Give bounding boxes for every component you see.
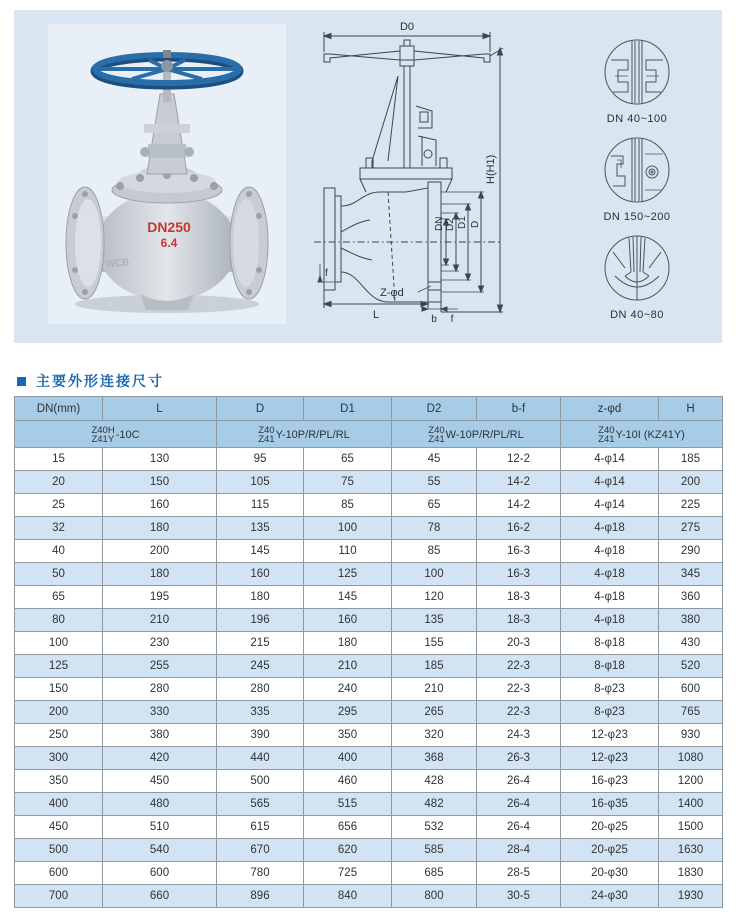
table-cell: 1080 [659,747,723,770]
table-cell: 4-φ18 [561,586,659,609]
table-cell: 135 [392,609,477,632]
column-header: D1 [304,397,392,421]
seat-detail-caption: DN 40~80 [610,309,664,321]
table-cell: 16-φ35 [561,793,659,816]
table-cell: 245 [217,655,304,678]
table-cell: 180 [103,563,217,586]
table-cell: 12-2 [477,448,561,471]
table-cell: 520 [659,655,723,678]
table-cell: 275 [659,517,723,540]
table-cell: 16-3 [477,540,561,563]
table-row [15,586,723,609]
table-cell: 110 [304,540,392,563]
table-cell: 1500 [659,816,723,839]
table-cell: 14-2 [477,494,561,517]
table-cell: 8-φ18 [561,655,659,678]
dim-label-dn: DN [434,216,445,231]
model-suffix: W-10P/R/PL/RL [445,429,524,441]
valve-photo [48,24,286,324]
table-row [15,609,723,632]
seat-detail-circle-2 [601,134,673,206]
table-cell: 22-3 [477,678,561,701]
table-cell: 22-3 [477,701,561,724]
table-cell: 185 [392,655,477,678]
model-bottom: Z41 [428,434,445,445]
table-row [15,724,723,747]
seat-detail-dn40-80 [562,232,712,321]
table-cell: 532 [392,816,477,839]
table-cell: 26-3 [477,747,561,770]
table-cell: 350 [15,770,103,793]
table-cell: 4-φ14 [561,471,659,494]
table-cell: 40 [15,540,103,563]
table-cell: 380 [659,609,723,632]
table-cell: 180 [304,632,392,655]
table-cell: 20 [15,471,103,494]
table-cell: 1830 [659,862,723,885]
table-cell: 16-3 [477,563,561,586]
table-cell: 16-2 [477,517,561,540]
dim-label-d0: D0 [399,21,415,33]
table-cell: 420 [103,747,217,770]
table-cell: 840 [304,885,392,908]
seat-detail-caption: DN 150~200 [603,211,671,223]
table-cell: 185 [659,448,723,471]
column-header: z-φd [561,397,659,421]
table-cell: 65 [15,586,103,609]
dim-label-zphid: Z-φd [380,287,404,299]
table-cell: 200 [15,701,103,724]
table-cell: 620 [304,839,392,862]
table-cell: 1930 [659,885,723,908]
valve-marking-pn: 6.4 [160,236,178,250]
table-cell: 32 [15,517,103,540]
column-header: D2 [392,397,477,421]
table-cell: 290 [659,540,723,563]
table-cell: 360 [659,586,723,609]
table-cell: 800 [392,885,477,908]
table-cell: 515 [304,793,392,816]
table-cell: 585 [392,839,477,862]
table-cell: 430 [659,632,723,655]
table-cell: 120 [392,586,477,609]
table-cell: 20-φ25 [561,816,659,839]
table-cell: 725 [304,862,392,885]
table-cell: 28-5 [477,862,561,885]
model-top: Z40 [428,425,445,436]
table-cell: 1200 [659,770,723,793]
column-header-row [15,397,723,421]
table-cell: 368 [392,747,477,770]
table-cell: 75 [304,471,392,494]
table-cell: 8-φ18 [561,632,659,655]
model-top: Z40H [91,425,115,436]
table-cell: 30-5 [477,885,561,908]
model-top: Z40 [598,425,615,436]
drawing-stem-yoke [372,66,436,168]
table-cell: 145 [304,586,392,609]
table-cell: 25 [15,494,103,517]
table-cell: 1630 [659,839,723,862]
table-cell: 65 [392,494,477,517]
column-header: H [659,397,723,421]
table-cell: 350 [304,724,392,747]
table-cell: 780 [217,862,304,885]
section-heading-text: 主要外形连接尺寸 [36,373,164,389]
table-cell: 200 [659,471,723,494]
table-cell: 18-3 [477,586,561,609]
table-cell: 160 [217,563,304,586]
dim-label-l: L [372,309,380,321]
table-cell: 280 [103,678,217,701]
table-cell: 24-3 [477,724,561,747]
table-cell: 765 [659,701,723,724]
table-cell: 565 [217,793,304,816]
table-cell: 80 [15,609,103,632]
drawing-handwheel [324,40,490,66]
table-cell: 400 [304,747,392,770]
table-cell: 4-φ18 [561,609,659,632]
model-bottom: Z41Y [91,434,115,445]
table-cell: 20-3 [477,632,561,655]
table-cell: 300 [15,747,103,770]
table-cell: 100 [15,632,103,655]
table-cell: 200 [103,540,217,563]
table-row [15,862,723,885]
table-cell: 450 [15,816,103,839]
table-cell: 540 [103,839,217,862]
section-heading [17,371,164,391]
dim-label-d2: D2 [445,218,456,231]
table-row [15,563,723,586]
table-cell: 160 [304,609,392,632]
table-cell: 210 [103,609,217,632]
table-cell: 320 [392,724,477,747]
table-cell: 500 [15,839,103,862]
table-cell: 225 [659,494,723,517]
valve-technical-drawing [300,16,518,326]
table-cell: 600 [103,862,217,885]
column-header: DN(mm) [15,397,103,421]
table-cell: 45 [392,448,477,471]
table-cell: 250 [15,724,103,747]
model-designation [217,421,392,448]
table-cell: 150 [15,678,103,701]
table-cell: 380 [103,724,217,747]
dimension-table-body [15,448,723,908]
table-cell: 345 [659,563,723,586]
table-cell: 50 [15,563,103,586]
table-cell: 26-4 [477,770,561,793]
table-cell: 85 [304,494,392,517]
table-cell: 210 [392,678,477,701]
model-designation [15,421,217,448]
model-top: Z40 [258,425,275,436]
dim-label-f-left: f [325,268,328,279]
table-cell: 130 [103,448,217,471]
table-cell: 20-φ30 [561,862,659,885]
table-cell: 4-φ18 [561,517,659,540]
table-cell: 390 [217,724,304,747]
dim-label-f-right: f [450,314,454,325]
valve-photo-svg [48,24,286,324]
valve-marking-dn: DN250 [147,219,191,235]
table-cell: 8-φ23 [561,701,659,724]
model-suffix: Y-10I (KZ41Y) [615,429,685,441]
table-cell: 400 [15,793,103,816]
table-cell: 16-φ23 [561,770,659,793]
table-cell: 335 [217,701,304,724]
square-bullet-icon [17,377,26,386]
model-bottom: Z41 [598,434,615,445]
column-header: b-f [477,397,561,421]
dim-d0 [324,32,490,52]
table-row [15,839,723,862]
table-row [15,655,723,678]
table-cell: 196 [217,609,304,632]
table-cell: 145 [217,540,304,563]
table-cell: 100 [304,517,392,540]
drawing-bonnet [360,158,452,192]
table-row [15,494,723,517]
table-cell: 195 [103,586,217,609]
flange-left [66,187,104,299]
table-cell: 125 [15,655,103,678]
table-row [15,885,723,908]
table-cell: 115 [217,494,304,517]
table-cell: 12-φ23 [561,724,659,747]
table-cell: 22-3 [477,655,561,678]
table-row [15,678,723,701]
table-cell: 180 [217,586,304,609]
dim-label-d: D [470,220,481,228]
table-cell: 125 [304,563,392,586]
dimension-table [14,396,723,908]
table-cell: 78 [392,517,477,540]
seat-detail-list [562,36,712,330]
table-cell: 4-φ18 [561,540,659,563]
table-cell: 1400 [659,793,723,816]
table-cell: 160 [103,494,217,517]
table-cell: 656 [304,816,392,839]
table-cell: 210 [304,655,392,678]
table-cell: 215 [217,632,304,655]
table-cell: 685 [392,862,477,885]
table-cell: 255 [103,655,217,678]
seat-detail-caption: DN 40~100 [606,113,668,125]
table-cell: 155 [392,632,477,655]
table-row [15,770,723,793]
column-header: L [103,397,217,421]
flange-right [230,187,268,299]
illustration-panel [14,10,722,343]
table-cell: 24-φ30 [561,885,659,908]
callout-zphid [418,282,441,292]
table-cell: 26-4 [477,816,561,839]
model-designation [561,421,723,448]
table-cell: 670 [217,839,304,862]
table-cell: 440 [217,747,304,770]
table-cell: 14-2 [477,471,561,494]
table-cell: 8-φ23 [561,678,659,701]
table-row [15,747,723,770]
table-cell: 135 [217,517,304,540]
table-cell: 240 [304,678,392,701]
table-cell: 460 [304,770,392,793]
table-cell: 100 [392,563,477,586]
table-cell: 280 [217,678,304,701]
table-cell: 600 [15,862,103,885]
table-cell: 700 [15,885,103,908]
table-row [15,448,723,471]
table-cell: 230 [103,632,217,655]
table-row [15,701,723,724]
table-row [15,540,723,563]
table-cell: 510 [103,816,217,839]
table-cell: 95 [217,448,304,471]
seat-detail-circle-1 [601,36,673,108]
table-cell: 20-φ25 [561,839,659,862]
table-cell: 295 [304,701,392,724]
model-designation [392,421,561,448]
seat-detail-dn150-200 [562,134,712,223]
dim-label-b: b [431,314,437,325]
table-cell: 12-φ23 [561,747,659,770]
seat-detail-circle-3 [601,232,673,304]
dimension-table-head [15,397,723,448]
table-cell: 18-3 [477,609,561,632]
table-row [15,471,723,494]
table-cell: 4-φ14 [561,494,659,517]
seat-detail-dn40-100 [562,36,712,125]
table-cell: 615 [217,816,304,839]
table-cell: 4-φ18 [561,563,659,586]
table-cell: 265 [392,701,477,724]
table-cell: 930 [659,724,723,747]
table-cell: 28-4 [477,839,561,862]
table-cell: 450 [103,770,217,793]
table-cell: 15 [15,448,103,471]
table-cell: 105 [217,471,304,494]
valve-drawing-svg [300,16,518,326]
dim-label-h: H(H1) [485,154,497,184]
valve-marking-material: WCB [105,257,130,270]
model-suffix: Y-10P/R/PL/RL [275,429,350,441]
table-cell: 500 [217,770,304,793]
table-cell: 26-4 [477,793,561,816]
table-cell: 150 [103,471,217,494]
table-cell: 65 [304,448,392,471]
table-cell: 482 [392,793,477,816]
model-suffix: -10C [115,429,140,441]
table-row [15,517,723,540]
model-bottom: Z41 [258,434,275,445]
table-cell: 896 [217,885,304,908]
model-designation-row [15,421,723,448]
table-cell: 600 [659,678,723,701]
table-cell: 85 [392,540,477,563]
dim-label-d1: D1 [457,216,468,229]
table-cell: 180 [103,517,217,540]
table-cell: 4-φ14 [561,448,659,471]
table-cell: 55 [392,471,477,494]
table-cell: 480 [103,793,217,816]
column-header: D [217,397,304,421]
table-row [15,632,723,655]
table-cell: 428 [392,770,477,793]
table-cell: 330 [103,701,217,724]
table-row [15,793,723,816]
table-row [15,816,723,839]
table-cell: 660 [103,885,217,908]
